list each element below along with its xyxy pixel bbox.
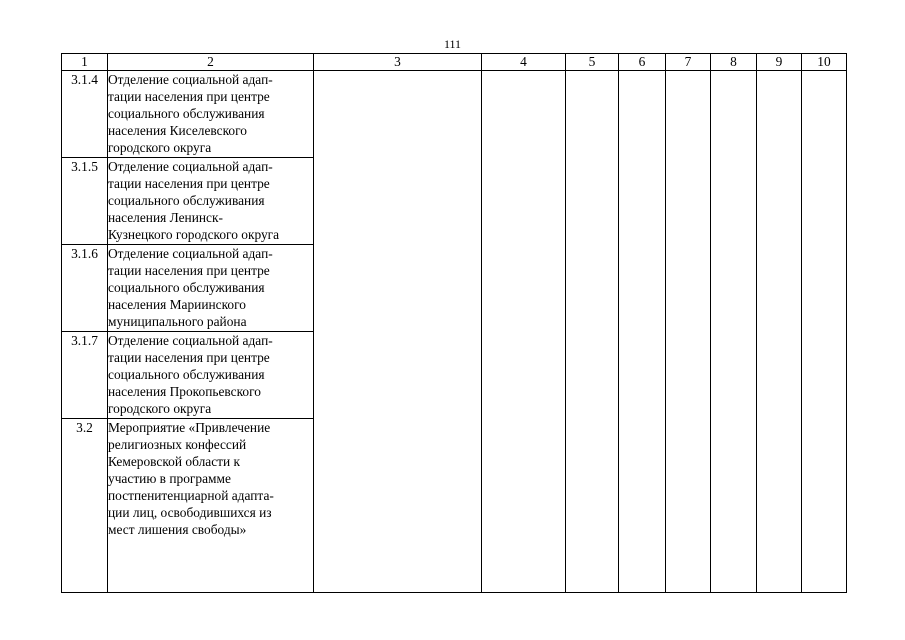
table-row [62,71,847,158]
column-header-7: 7 [666,54,711,71]
column-9-cell [757,71,802,593]
data-table [61,53,847,593]
row-name-line: социального обслуживания [108,280,265,295]
column-7-cell [666,71,711,593]
row-name-line: населения Киселевского [108,123,247,138]
row-name-line: постпенитенциарной адапта- [108,488,274,503]
column-header-6: 6 [619,54,666,71]
column-3-cell [314,71,482,593]
row-name [108,245,314,332]
column-8-cell [711,71,757,593]
row-name-line: муниципального района [108,314,247,329]
row-name-line: тации населения при центре [108,263,270,278]
row-name-line: религиозных конфессий [108,437,247,452]
row-name [108,419,314,593]
row-name-line: городского округа [108,401,212,416]
row-name-line: Мероприятие «Привлечение [108,420,271,435]
row-name-line: тации населения при центре [108,350,270,365]
row-name-line: социального обслуживания [108,193,265,208]
column-4-cell [482,71,566,593]
page-number: 111 [443,37,462,51]
row-name-line: мест лишения свободы» [108,522,247,537]
column-header-1: 1 [62,54,108,71]
row-name-line: участию в программе [108,471,231,486]
row-number: 3.1.7 [62,332,108,419]
column-5-cell [566,71,619,593]
row-number: 3.2 [62,419,108,593]
row-name-line: Отделение социальной адап- [108,159,273,174]
column-header-9: 9 [757,54,802,71]
row-name [108,332,314,419]
row-name-line: ции лиц, освободившихся из [108,505,272,520]
column-header-5: 5 [566,54,619,71]
row-name-line: городского округа [108,140,212,155]
row-name-line: тации населения при центре [108,176,270,191]
column-header-8: 8 [711,54,757,71]
row-name-line: населения Мариинского [108,297,246,312]
row-number: 3.1.4 [62,71,108,158]
row-name-line: Отделение социальной адап- [108,246,273,261]
row-name-line: социального обслуживания [108,106,265,121]
row-name-line: Кемеровской области к [108,454,241,469]
row-name-line: социального обслуживания [108,367,265,382]
row-name-line: Отделение социальной адап- [108,333,273,348]
column-6-cell [619,71,666,593]
row-name [108,158,314,245]
table-header-row [62,54,847,71]
row-name-line: населения Ленинск- [108,210,223,225]
row-name [108,71,314,158]
row-name-line: Кузнецкого городского округа [108,227,280,242]
row-name-line: населения Прокопьевского [108,384,261,399]
column-header-4: 4 [482,54,566,71]
column-header-10: 10 [802,54,847,71]
row-name-line: Отделение социальной адап- [108,72,273,87]
column-header-3: 3 [314,54,482,71]
row-number: 3.1.5 [62,158,108,245]
column-header-2: 2 [108,54,314,71]
column-10-cell [802,71,847,593]
row-name-line: тации населения при центре [108,89,270,104]
row-number: 3.1.6 [62,245,108,332]
